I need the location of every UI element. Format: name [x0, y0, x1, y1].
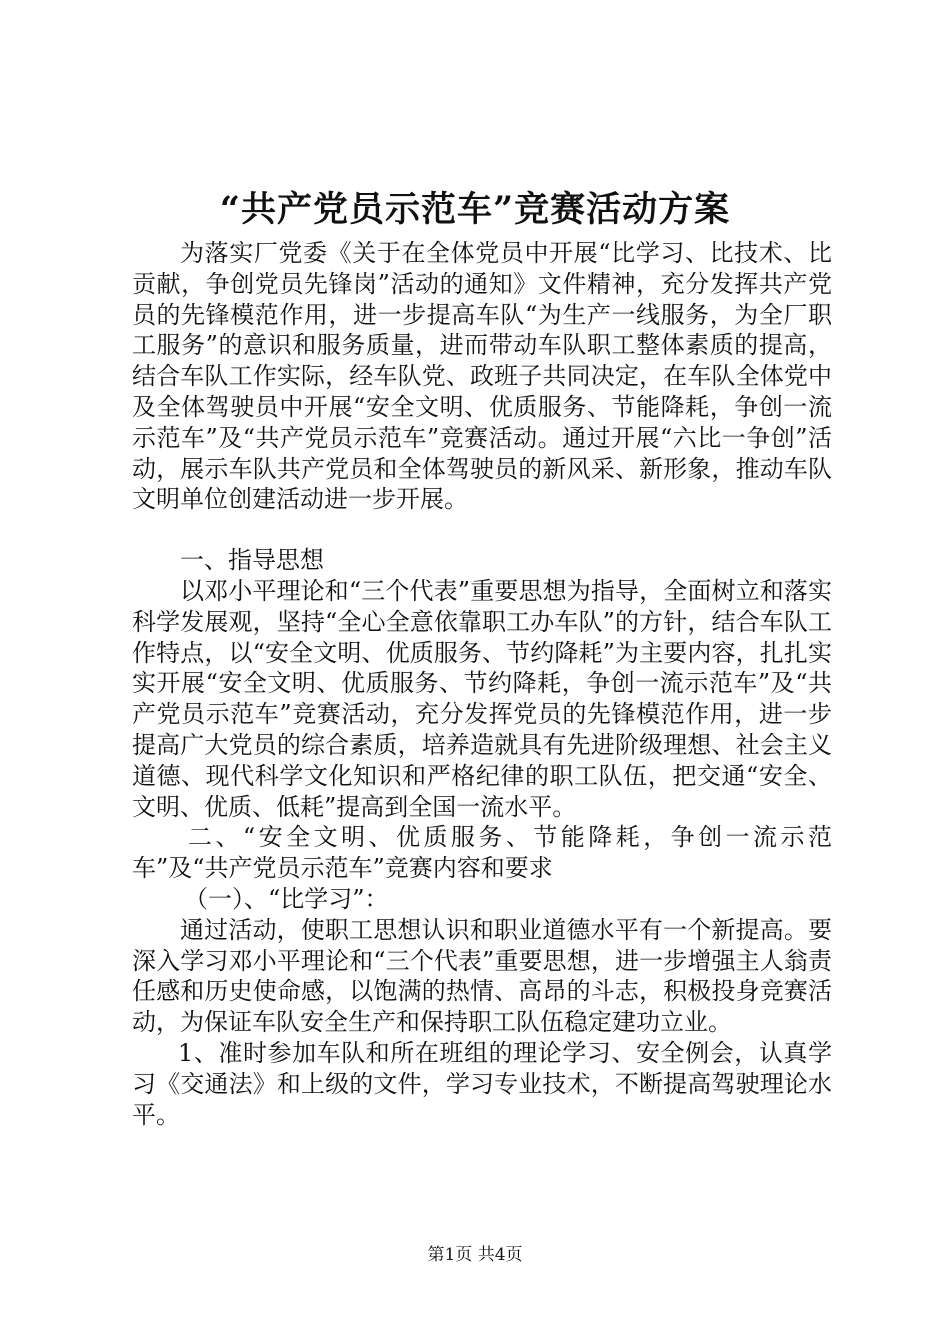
document-body: [132, 238, 832, 1130]
subsection-heading-study: （一）、“比学习”：: [184, 884, 389, 913]
section-heading-competition-content: 二、“安全文明、优质服务、节能降耗，争创一流示范车”及“共产党员示范车”竞赛内容和要求: [132, 823, 832, 883]
page-number: 第1页 共4页: [427, 1245, 523, 1265]
guiding-ideology-paragraph: 以邓小平理论和“三个代表”重要思想为指导，全面树立和落实科学发展观，坚持“全心全意依靠职工办车队”的方针，结合车队工作特点，以“安全文明、优质服务、节约降耗”为主要内容，扎扎实实开展“安全文明、优质服务、节约降耗，争创一流示范车”及“共产党员示范车”竞赛活动，充分发挥党员的先锋模范作用，进一步提高广大党员的综合素质，培养造就具有先进阶级理想、社会主义道德、现代科学文化知识和严格纪律的职工队伍，把交通“安全、文明、优质、低耗”提高到全国一流水平。: [132, 576, 832, 821]
list-item: 1、准时参加车队和所在班组的理论学习、安全例会，认真学习《交通法》和上级的文件，学习专业技术，不断提高驾驶理论水平。: [132, 1038, 832, 1129]
paragraph-gap: [132, 515, 832, 545]
section-heading-guiding-ideology: 一、指导思想: [180, 546, 324, 575]
study-paragraph: 通过活动，使职工思想认识和职业道德水平有一个新提高。要深入学习邓小平理论和“三个代表”重要思想，进一步增强主人翁责任感和历史使命感，以饱满的热情、高昂的斗志，积极投身竞赛活动，为保证车队安全生产和保持职工队伍稳定建功立业。: [132, 915, 832, 1037]
intro-paragraph: 为落实厂党委《关于在全体党员中开展“比学习、比技术、比贡献，争创党员先锋岗”活动的通知》文件精神，充分发挥共产党员的先锋模范作用，进一步提高车队“为生产一线服务，为全厂职工服务”的意识和服务质量，进而带动车队职工整体素质的提高，结合车队工作实际，经车队党、政班子共同决定，在车队全体党中及全体驾驶员中开展“安全文明、优质服务、节能降耗，争创一流示范车”及“共产党员示范车”竞赛活动。通过开展“六比一争创”活动，展示车队共产党员和全体驾驶员的新风采、新形象，推动车队文明单位创建活动进一步开展。: [132, 239, 832, 514]
document-title: “共产党员示范车”竞赛活动方案: [219, 189, 731, 230]
